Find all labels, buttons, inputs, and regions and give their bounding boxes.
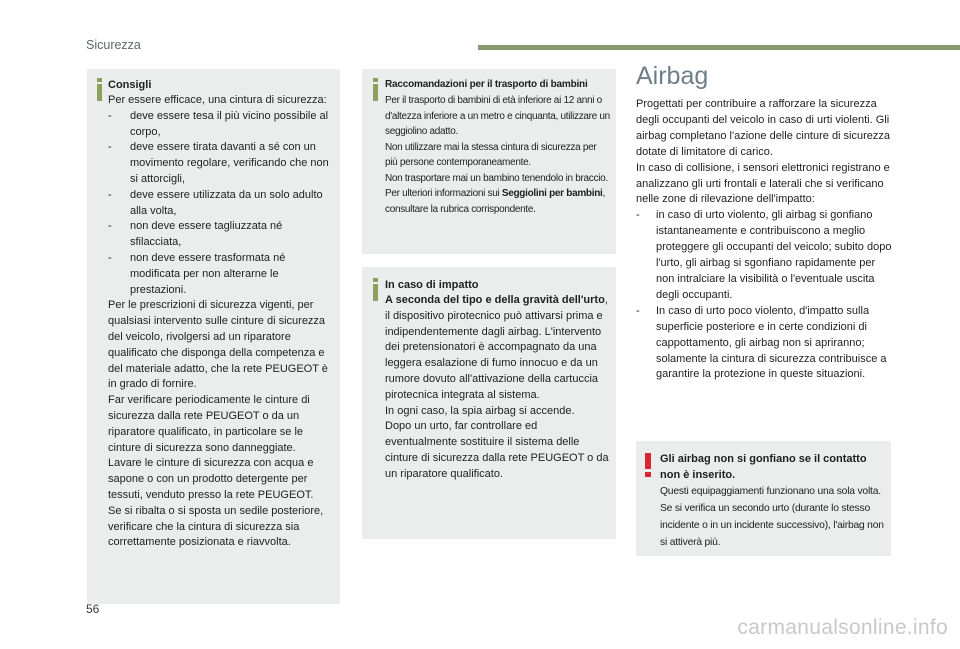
raccomandazioni-paragraph: Non trasportare mai un bambino tenendolo in braccio. — [385, 172, 608, 184]
consigli-intro: Per essere efficace, una cintura di sicurezza: — [108, 94, 327, 106]
consigli-paragraph: Se si ribalta o si sposta un sedile posteriore, verificare che la cintura di sicurezza sia correttamente posizionata e riavvolta. — [108, 504, 324, 549]
seggiolini-reference: Seggiolini per bambini — [501, 188, 603, 199]
list-item: - deve essere tesa il più vicino possibile al corpo, — [108, 109, 329, 138]
list-item: - in caso di urto violento, gli airbag si gonfiano istantaneamente e contribuiscono a meglio proteggere gli occupanti del veicolo; subito dopo l'urto, gli airbag si sgonfiano rapidamente per non intralciare la visibilità o l'eventuale uscita degli occupanti. — [636, 209, 892, 301]
raccomandazioni-title: Raccomandazioni per il trasporto di bambini — [385, 79, 588, 90]
info-icon — [371, 78, 380, 101]
consigli-list — [108, 109, 334, 299]
list-item: - In caso di urto poco violento, d'impatto sulla superficie posteriore e in certe condizioni di cappottamento, gli airbag non si apriranno; solamente la cintura di sicurezza contribuisce a garantire la protezione in queste situazioni. — [636, 304, 887, 381]
consigli-title: Consigli — [108, 79, 152, 91]
airbag-list — [636, 208, 894, 383]
airbag-paragraph: Progettati per contribuire a rafforzare la sicurezza degli occupanti del veicolo in caso di urti violenti. Gli airbag completano l'azione delle cinture di sicurezza dotate di limitatore di carico. — [636, 98, 891, 158]
impatto-paragraph: A seconda del tipo e della gravità dell'urto, il dispositivo pirotecnico può attivarsi prima e indipendentemente dagli airbag. L'intervento dei pretensionatori è accompagnato da una leggera esalazione di fumo innocuo e da un rumore dovuto all'attivazione della cartuccia pirotecnica integrata al sistema. — [385, 294, 608, 401]
impatto-title: In caso di impatto — [385, 279, 479, 291]
consigli-panel — [87, 69, 340, 604]
impatto-paragraph: In ogni caso, la spia airbag si accende. — [385, 404, 575, 417]
impatto-paragraph: Dopo un urto, far controllare ed eventualmente sostituire il sistema delle cinture di sicurezza dalla rete PEUGEOT o da un riparatore qualificato. — [385, 420, 609, 480]
airbag-body — [636, 97, 894, 383]
info-icon — [95, 78, 104, 101]
airbag-warning-panel — [636, 441, 891, 556]
list-item: - deve essere tirata davanti a sé con un movimento regolare, verificando che non si attorcigli, — [108, 141, 329, 185]
raccomandazioni-paragraph: Non utilizzare mai la stessa cintura di sicurezza per più persone contemporaneamente. — [385, 141, 597, 168]
airbag-warning-title: Gli airbag non si gonfiano se il contatto non è inserito. — [660, 453, 867, 481]
raccomandazioni-panel — [362, 69, 616, 254]
list-item: - non deve essere trasformata né modificata per non alterarne le prestazioni. — [108, 251, 286, 296]
list-item: - deve essere utilizzata da un solo adulto alla volta, — [108, 188, 323, 217]
consigli-paragraph: Lavare le cinture di sicurezza con acqua e sapone o con un prodotto detergente per tessuti, venduto presso la rete PEUGEOT. — [108, 457, 314, 501]
consigli-paragraph: Far verificare periodicamente le cinture di sicurezza dalla rete PEUGEOT o da un riparatore qualificato, in particolare se le cinture di sicurezza sono danneggiate. — [108, 394, 310, 454]
airbag-warning-body: Questi equipaggiamenti funzionano una sola volta. Se si verifica un secondo urto (durante lo stesso incidente o in un incidente successivo), l'airbag non si attiverà più. — [660, 486, 884, 548]
header-divider — [478, 45, 960, 50]
info-icon — [371, 278, 380, 301]
watermark: carmanualsonline.info — [737, 616, 948, 639]
page-number: 56 — [86, 602, 100, 616]
section-title: Sicurezza — [86, 38, 141, 52]
consigli-paragraph: Per le prescrizioni di sicurezza vigenti, per qualsiasi intervento sulle cinture di sicurezza del veicolo, rivolgersi ad un riparatore qualificato che disponga della competenza e del materiale adatto, che la rete PEUGEOT è in grado di fornire. — [108, 299, 328, 391]
airbag-paragraph: In caso di collisione, i sensori elettronici registrano e analizzano gli urti frontali e laterali che si verificano nelle zone di rilevazione dell'impatto: — [636, 161, 890, 206]
list-item: - non deve essere tagliuzzata né sfilacciata, — [108, 220, 283, 249]
airbag-heading: Airbag — [636, 62, 709, 90]
raccomandazioni-paragraph: Per ulteriori informazioni sui Seggiolini per bambini, consultare la rubrica corrispondente. — [385, 188, 605, 215]
impatto-panel — [362, 267, 616, 539]
warning-icon — [644, 453, 652, 476]
raccomandazioni-paragraph: Per il trasporto di bambini di età inferiore ai 12 anni o d'altezza inferiore a un metro e cinquanta, utilizzare un seggiolino adatto. — [385, 95, 610, 137]
